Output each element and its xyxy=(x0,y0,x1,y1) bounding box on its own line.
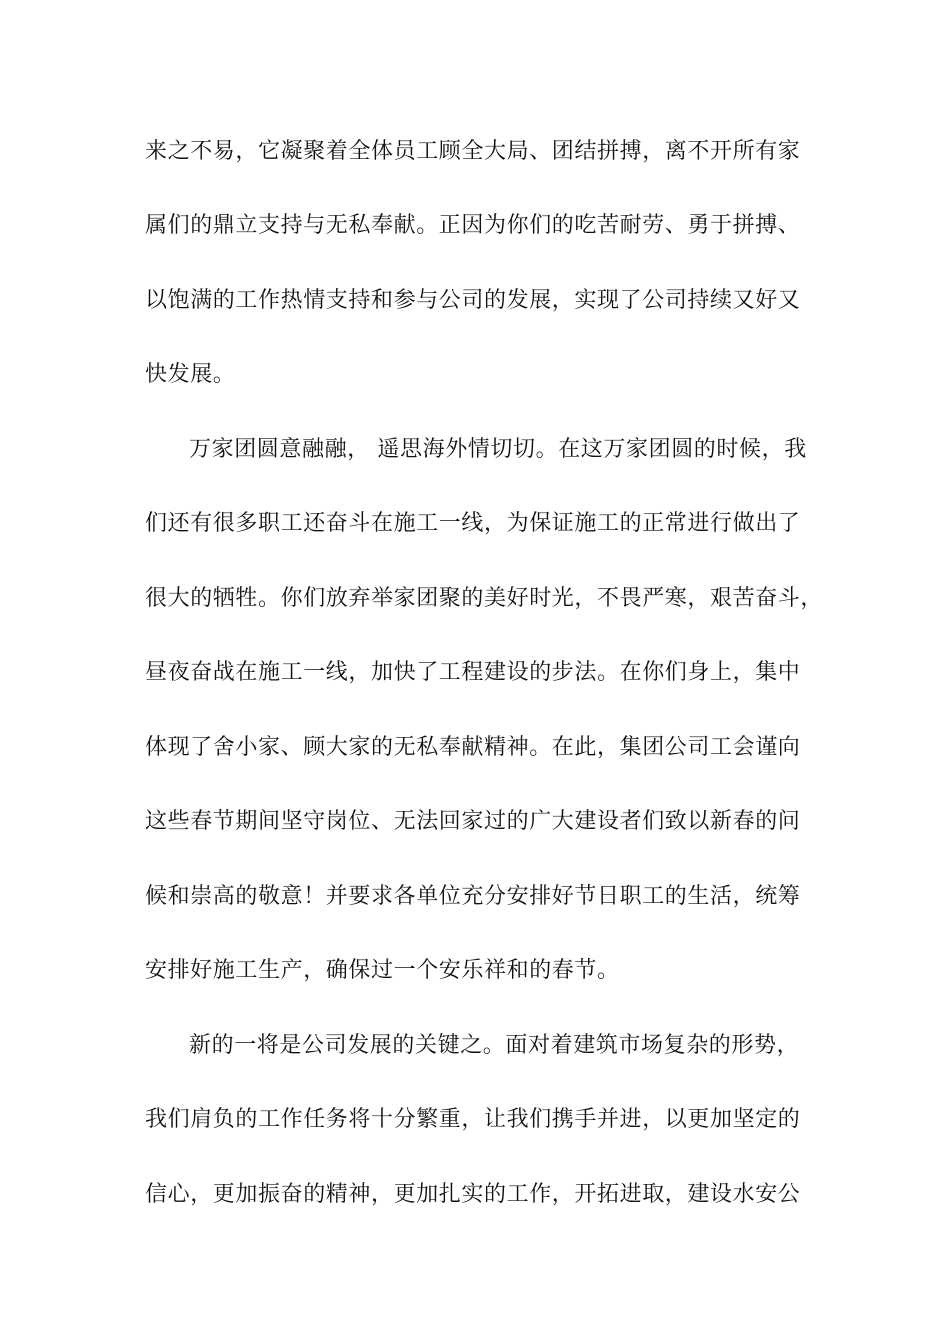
text-line: 昼夜奋战在施工一线，加快了工程建设的步法。在你们身上，集中 xyxy=(145,660,801,685)
text-line: 安排好施工生产，确保过一个安乐祥和的春节。 xyxy=(145,958,620,983)
text-line: 我们肩负的工作任务将十分繁重，让我们携手并进，以更加坚定的 xyxy=(145,1107,801,1132)
text-line: 信心，更加振奋的精神，更加扎实的工作，开拓进取，建设水安公 xyxy=(145,1182,801,1207)
text-line: 候和崇高的敬意！并要求各单位充分安排好节日职工的生活，统筹 xyxy=(145,884,801,909)
text-line: 属们的鼎立支持与无私奉献。正因为你们的吃苦耐劳、勇于拼搏、 xyxy=(145,213,801,238)
text-line: 来之不易，它凝聚着全体员工顾全大局、团结拼搏，离不开所有家 xyxy=(145,139,801,164)
text-line: 快发展。 xyxy=(145,362,236,387)
paragraph-first-line: 新的一将是公司发展的关键之。面对着建筑市场复杂的形势， xyxy=(189,1033,800,1058)
text-line: 这些春节期间坚守岗位、无法回家过的广大建设者们致以新春的问 xyxy=(145,809,801,834)
text-line: 很大的牺牲。你们放弃举家团聚的美好时光，不畏严寒，艰苦奋斗， xyxy=(145,586,824,611)
text-line: 体现了舍小家、顾大家的无私奉献精神。在此，集团公司工会谨向 xyxy=(145,735,801,760)
text-line: 们还有很多职工还奋斗在施工一线，为保证施工的正常进行做出了 xyxy=(145,511,801,536)
paragraph-first-line: 万家团圆意融融， 遥思海外情切切。在这万家团圆的时候，我 xyxy=(189,437,807,462)
text-line: 以饱满的工作热情支持和参与公司的发展，实现了公司持续又好又 xyxy=(145,288,801,313)
